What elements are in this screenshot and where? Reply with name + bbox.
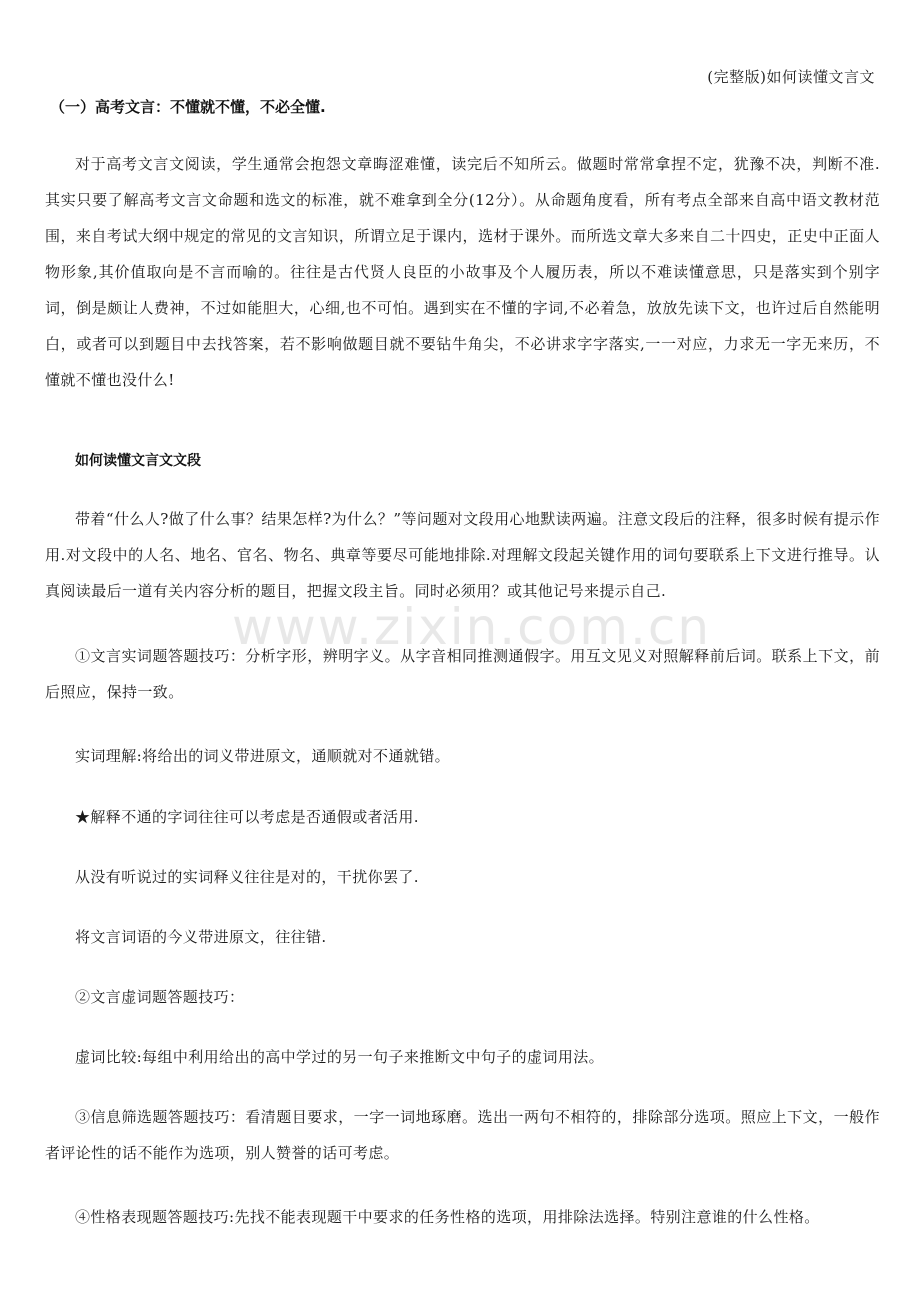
tip-function-words: ②文言虚词题答题技巧：: [75, 988, 245, 1006]
tip-info-filtering: ③信息筛选题答题技巧：看清题目要求，一字一词地琢磨。选出一两句不相符的，排除部分选项。照应上下文，一般作者评论性的话不能作为选项，别人赞誉的话可考虑。: [45, 1108, 880, 1162]
tip-content-words-note-2: ★解释不通的字词往往可以考虑是否通假或者活用.: [75, 808, 419, 826]
tip-function-words-note: 虚词比较:每组中利用给出的高中学过的另一句子来推断文中句子的虚词用法。: [75, 1048, 605, 1066]
tip-content-words-note-3: 从没有听说过的实词释义往往是对的，干扰你罢了.: [75, 868, 419, 886]
tip-content-words-note-4: 将文言词语的今义带进原文，往往错.: [75, 928, 327, 946]
reading-method-paragraph: 带着“什么人?做了什么事？结果怎样?为什么？”等问题对文段用心地默读两遍。注意文段后的注释，很多时候有提示作用.对文段中的人名、地名、官名、物名、典章等要尽可能地排除.对理解文段起关键作用的词句要联系上下文进行推导。认真阅读最后一道有关内容分析的题目，把握文段主旨。同时必须用？或其他记号来提示自己.: [45, 510, 880, 600]
document-header-title: (完整版)如何读懂文言文: [707, 68, 875, 86]
watermark-text: www.zixin.com.cn: [232, 598, 712, 656]
tip-content-words: ①文言实词题答题技巧：分析字形，辨明字义。从字音相同推测通假字。用互文见义对照解释前后词。联系上下文，前后照应，保持一致。: [45, 647, 880, 701]
tip-content-words-note-1: 实词理解:将给出的词义带进原文，通顺就对不通就错。: [75, 747, 451, 765]
subheading-how-to-read: 如何读懂文言文文段: [75, 453, 201, 469]
intro-paragraph: 对于高考文言文阅读，学生通常会抱怨文章晦涩难懂，读完后不知所云。做题时常常拿捏不定，犹豫不决，判断不准.其实只要了解高考文言文命题和选文的标准，就不难拿到全分(12分）。从命题角度看，所有考点全部来自高中语文教材范围，来自考试大纲中规定的常见的文言知识，所谓立足于课内，选材于课外。而所选文章大多来自二十四史，正史中正面人物形象,其价值取向是不言而喻的。往往是古代贤人良臣的小故事及个人履历表，所以不难读懂意思，只是落实到个别字词，倒是颇让人费神，不过如能胆大，心细,也不可怕。遇到实在不懂的字词,不必着急，放放先读下文，也许过后自然能明白，或者可以到题目中去找答案，若不影响做题目就不要钻牛角尖，不必讲求字字落实,一一对应，力求无一字无来历，不懂就不懂也没什么!: [45, 155, 880, 389]
tip-character-traits: ④性格表现题答题技巧:先找不能表现题干中要求的任务性格的选项，用排除法选择。特别注意谁的什么性格。: [75, 1208, 820, 1226]
section-title: （一）高考文言：不懂就不懂，不必全懂.: [50, 98, 326, 116]
